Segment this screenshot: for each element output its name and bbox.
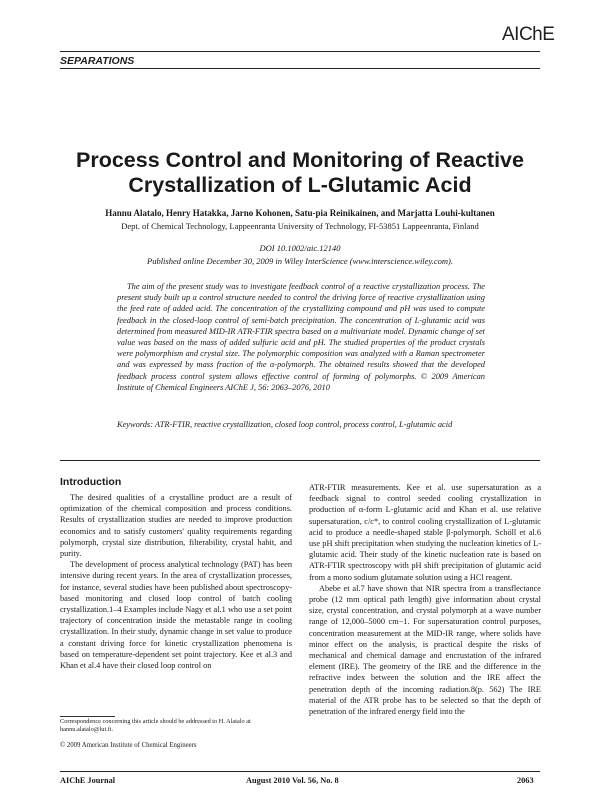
column-left <box>60 492 292 671</box>
paragraph: The desired qualities of a crystalline product are a result of optimization of the chemical composition and process conditions. Results of crystallization studies are needed to improve production economics and to satisfy customers' quality requirements regarding polymorph, crystal size distribution, filterability, crystal habit, and purity. <box>60 493 292 559</box>
paragraph: ATR-FTIR measurements. Kee et al. use supersaturation as a feedback signal to control seeded cooling crystallization in production of α-form L-glutamic acid and Khan et al. use relative supersaturation, c/c*, to control cooling crystallization of L-glutamic acid to produce a needle-shaped stable β-polymorph. Schöll et al.6 use pH shift precipitation when studying the nucleation kinetics of L-glutamic acid. Their study of the kinetic nucleation rate is based on ATR-FTIR spectroscopy with pH shift precipitation of glutamic acid from a mono sodium glutamate solution using a HCl reagent. <box>309 483 541 582</box>
keywords: Keywords: ATR-FTIR, reactive crystallization, closed loop control, process control, L-glutamic acid <box>117 420 453 429</box>
header-rule <box>60 51 540 52</box>
footer-issue: August 2010 Vol. 56, No. 8 <box>246 776 339 785</box>
copyright-notice: © 2009 American Institute of Chemical Engineers <box>60 742 197 749</box>
abstract: The aim of the present study was to investigate feedback control of a reactive crystallization process. The present study built up a control structure needed to control the driving force of reactive crystallization using the feed rate of added acid. The concentration of the crystallizing compound and pH was used to compute feedback in the closed-loop control of semi-batch precipitation. The concentration of L-glutamic acid was determined from measured MID-IR ATR-FTIR spectra based on a multivariate model. Dynamic change of set value was based on the mass of added sulfuric acid and pH. The studied properties of the product crystals were polymorphism and crystal size. The polymorphic composition was analyzed with a Raman spectrometer and was expressed by mass fraction of the α-polymorph. The obtained results showed that the developed feedback process control system allows effective control of forming of polymorphs. © 2009 American Institute of Chemical Engineers AIChE J, 56: 2063–2076, 2010 <box>117 282 485 392</box>
footer-rule <box>60 771 540 772</box>
paragraph: The development of process analytical technology (PAT) has been intensive during recent years. In the area of crystallization processes, for instance, several studies have been published about spectroscopy-based monitoring and closed loop control of batch cooling crystallization.1–4 Examples include Nagy et al.1 who use a set point trajectory of concentration inside the metastable range in cooling crystallization. In their study, dynamic change in set value to produce a constant driving force for kinetic crystallization phenomena is based on temperature-dependent set point trajectory. Kee et al.3 and Khan et al.4 have their closed loop control on <box>60 560 292 671</box>
introduction-heading: Introduction <box>60 476 122 488</box>
author-list: Hannu Alatalo, Henry Hatakka, Jarno Kohonen, Satu-pia Reinikainen, and Marjatta Louhi-kultanen <box>105 208 495 218</box>
footer-journal: AIChE Journal <box>60 776 116 785</box>
correspondence-footnote: Correspondence concerning this article should be addressed to H. Alatalo at hannu.alatalo@lut.fi. <box>60 718 251 733</box>
section-label: SEPARATIONS <box>60 55 135 67</box>
header-rule-lower <box>60 68 540 69</box>
article-title-line2: Crystallization of L-Glutamic Acid <box>128 173 472 197</box>
paragraph: Abebe et al.7 have shown that NIR spectra from a transflectance probe (12 mm optical path length) give information about crystal size, crystal concentration, and crystal polymorph at a wave number range of 12,000–5000 cm−1. For supersaturation control purposes, concentration measurement at the MID-IR range, where solids have minor effect on the analysis, is practical despite the risks of mechanical and chemical damage and encrustation of the infrared element (IRE). The geometry of the IRE and the difference in the refractive index between the solution and the IRE affect the penetration depth of the incoming radiation.8(p. 562) The IRE material of the ATR probe has to be selected so that the depth of penetration of the infrared energy field into the <box>309 583 541 717</box>
affiliation: Dept. of Chemical Technology, Lappeenranta University of Technology, FI-53851 Lappeenranta, Finland <box>121 221 479 231</box>
column-right <box>309 482 541 717</box>
journal-logo: AIChE <box>502 24 555 45</box>
abstract-rule <box>60 460 540 461</box>
footnote-rule <box>60 716 115 717</box>
article-title-line1: Process Control and Monitoring of Reactive <box>76 148 524 172</box>
publication-info: Published online December 30, 2009 in Wiley InterScience (www.interscience.wiley.com). <box>147 256 453 266</box>
page-number: 2063 <box>517 776 534 785</box>
doi: DOI 10.1002/aic.12140 <box>259 243 341 253</box>
